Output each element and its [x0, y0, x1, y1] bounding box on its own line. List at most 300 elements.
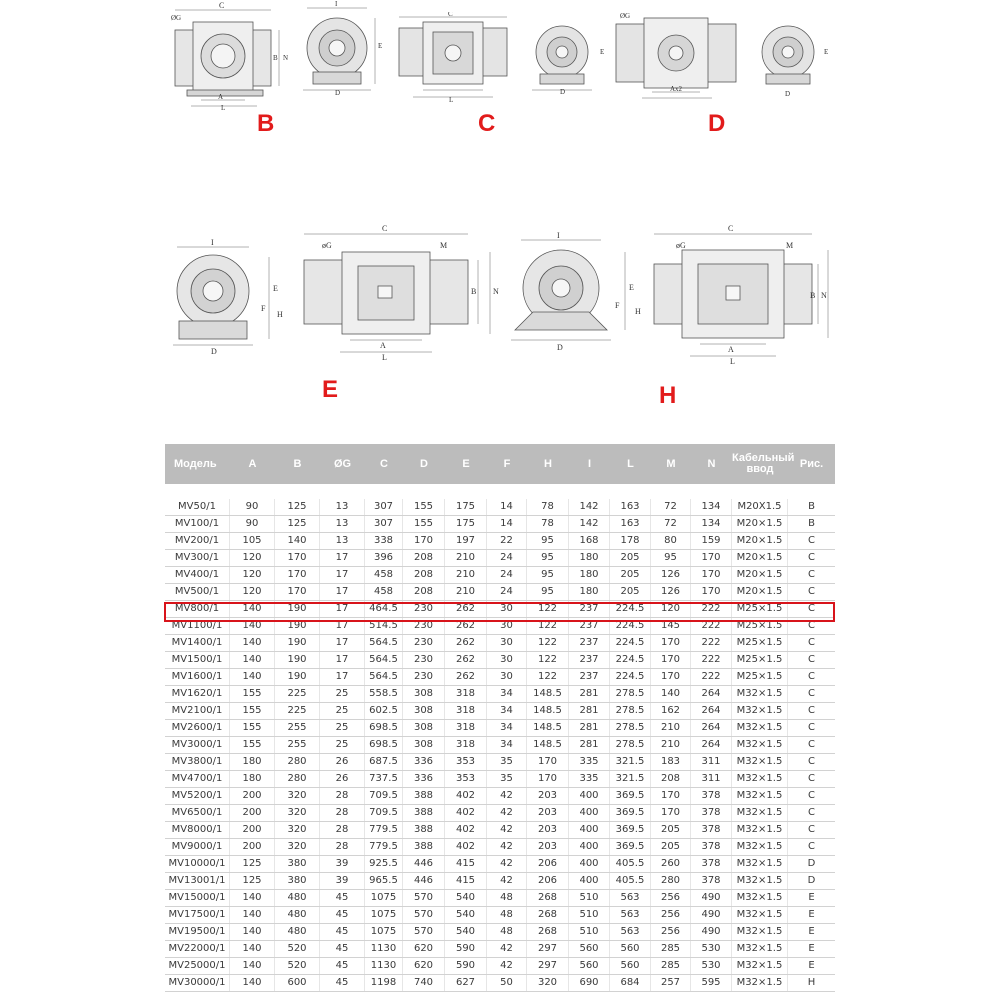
table-cell: 45: [320, 890, 365, 906]
drawing-b-side-view: [165, 0, 290, 110]
table-cell: 480: [275, 924, 320, 940]
table-cell: 563: [610, 907, 651, 923]
table-cell: E: [808, 943, 815, 954]
table-row: [165, 788, 835, 805]
table-cell: 400: [569, 873, 610, 889]
dim-label-h: H: [635, 307, 641, 316]
table-cell: 180: [230, 771, 275, 787]
table-cell: MV1500/1: [165, 652, 230, 668]
table-cell: 264: [691, 737, 732, 753]
header-c: C: [380, 457, 388, 470]
table-cell: 278.5: [610, 686, 651, 702]
table-cell: C: [808, 552, 815, 563]
table-cell: 13: [320, 516, 365, 532]
table-cell: 307: [365, 499, 403, 515]
table-cell: 564.5: [365, 652, 403, 668]
table-cell: MV300/1: [165, 550, 230, 566]
table-cell: 237: [569, 601, 610, 617]
table-cell: 400: [569, 822, 610, 838]
table-row: [165, 873, 835, 890]
table-cell: 687.5: [365, 754, 403, 770]
table-cell: 446: [403, 856, 445, 872]
table-cell: 30: [487, 669, 527, 685]
dim-label-a: A: [380, 341, 386, 350]
table-cell: 480: [275, 890, 320, 906]
table-cell: 30: [487, 635, 527, 651]
dim-label-d: D: [335, 89, 341, 95]
figure-label-c: C: [478, 110, 496, 137]
table-cell: 318: [445, 686, 487, 702]
table-cell: MV3000/1: [165, 737, 230, 753]
table-cell: 709.5: [365, 805, 403, 821]
table-cell: 405.5: [610, 856, 651, 872]
table-cell: MV50/1: [165, 499, 230, 515]
table-cell: 206: [527, 873, 569, 889]
table-cell: B: [808, 501, 815, 512]
table-cell: 925.5: [365, 856, 403, 872]
table-cell: 446: [403, 873, 445, 889]
table-row: [165, 975, 835, 992]
table-cell: 779.5: [365, 839, 403, 855]
table-cell: 563: [610, 924, 651, 940]
figure-label-b: B: [257, 110, 275, 137]
table-cell: 22: [487, 533, 527, 549]
drawing-d-front-view: [748, 12, 833, 97]
table-cell: 230: [403, 635, 445, 651]
table-cell: 30: [487, 618, 527, 634]
table-cell: 14: [487, 499, 527, 515]
table-row: [165, 924, 835, 941]
drawing-h-side-view: [652, 220, 832, 365]
table-cell: 163: [610, 516, 651, 532]
header-b: B: [293, 457, 302, 470]
table-cell: 490: [691, 907, 732, 923]
table-cell: MV5200/1: [165, 788, 230, 804]
table-cell: 1130: [365, 958, 403, 974]
table-row: [165, 720, 835, 737]
dim-label-l: L: [730, 357, 735, 365]
table-cell: 170: [691, 567, 732, 583]
table-cell: 163: [610, 499, 651, 515]
table-cell: 140: [230, 669, 275, 685]
table-cell: 560: [610, 941, 651, 957]
table-cell: 464.5: [365, 601, 403, 617]
table-cell: M32×1.5: [732, 737, 788, 753]
table-cell: C: [808, 586, 815, 597]
table-cell: 140: [230, 975, 275, 991]
table-cell: M32×1.5: [732, 703, 788, 719]
table-cell: M32×1.5: [732, 720, 788, 736]
table-cell: 170: [651, 635, 691, 651]
table-cell: 208: [651, 771, 691, 787]
dim-label-i: I: [211, 238, 214, 247]
table-cell: 307: [365, 516, 403, 532]
table-cell: 308: [403, 703, 445, 719]
table-cell: 415: [445, 873, 487, 889]
table-row: [165, 669, 835, 686]
table-cell: 26: [320, 754, 365, 770]
table-cell: 308: [403, 720, 445, 736]
table-cell: 237: [569, 652, 610, 668]
dim-label-b: B: [810, 291, 816, 300]
dim-label-c: C: [219, 1, 225, 10]
table-cell: 17: [320, 635, 365, 651]
table-cell: 278.5: [610, 737, 651, 753]
table-row: [165, 856, 835, 873]
table-cell: MV500/1: [165, 584, 230, 600]
table-cell: 230: [403, 669, 445, 685]
table-cell: M32×1.5: [732, 873, 788, 889]
table-cell: C: [808, 756, 815, 767]
table-cell: 80: [651, 533, 691, 549]
header-i: I: [587, 457, 592, 470]
table-cell: MV1400/1: [165, 635, 230, 651]
table-cell: 24: [487, 584, 527, 600]
dim-label-g: øG: [322, 241, 332, 250]
table-cell: 335: [569, 771, 610, 787]
table-row: [165, 839, 835, 856]
table-cell: 190: [275, 669, 320, 685]
table-cell: 155: [230, 703, 275, 719]
table-cell: 210: [445, 550, 487, 566]
table-cell: M20×1.5: [732, 550, 788, 566]
table-body: [165, 499, 835, 992]
table-cell: MV6500/1: [165, 805, 230, 821]
table-cell: 388: [403, 788, 445, 804]
table-cell: 281: [569, 737, 610, 753]
table-cell: M32×1.5: [732, 975, 788, 991]
figure-label-d: D: [708, 110, 726, 137]
table-cell: 224.5: [610, 669, 651, 685]
table-cell: 190: [275, 635, 320, 651]
table-cell: 779.5: [365, 822, 403, 838]
table-cell: 237: [569, 618, 610, 634]
table-cell: 17: [320, 584, 365, 600]
table-cell: D: [807, 875, 816, 886]
table-cell: C: [808, 535, 815, 546]
drawing-d-side-view: [612, 10, 742, 100]
table-cell: 369.5: [610, 839, 651, 855]
table-cell: 570: [403, 907, 445, 923]
table-cell: 558.5: [365, 686, 403, 702]
table-cell: 42: [487, 958, 527, 974]
table-cell: 170: [527, 771, 569, 787]
table-cell: 42: [487, 856, 527, 872]
table-cell: 200: [230, 839, 275, 855]
table-cell: 264: [691, 720, 732, 736]
table-cell: 168: [569, 533, 610, 549]
table-cell: 388: [403, 805, 445, 821]
table-cell: 175: [445, 516, 487, 532]
table-cell: 405.5: [610, 873, 651, 889]
table-cell: 570: [403, 924, 445, 940]
table-cell: 170: [651, 652, 691, 668]
table-cell: 126: [651, 567, 691, 583]
table-cell: 318: [445, 720, 487, 736]
table-cell: 159: [691, 533, 732, 549]
table-cell: 122: [527, 669, 569, 685]
table-row: [165, 737, 835, 754]
table-cell: 564.5: [365, 669, 403, 685]
table-cell: 510: [569, 907, 610, 923]
table-cell: M20X1.5: [732, 499, 788, 515]
table-cell: 42: [487, 941, 527, 957]
table-cell: 602.5: [365, 703, 403, 719]
table-cell: 140: [230, 652, 275, 668]
table-cell: 490: [691, 924, 732, 940]
header-model: Модель: [174, 457, 217, 470]
table-row: [165, 941, 835, 958]
table-cell: 297: [527, 941, 569, 957]
table-cell: 318: [445, 737, 487, 753]
table-cell: 255: [275, 720, 320, 736]
highlighted-row-frame: [164, 602, 835, 622]
table-cell: 203: [527, 822, 569, 838]
table-cell: 28: [320, 822, 365, 838]
table-cell: 25: [320, 737, 365, 753]
table-cell: 170: [527, 754, 569, 770]
table-cell: 237: [569, 635, 610, 651]
table-cell: C: [808, 722, 815, 733]
table-cell: 222: [691, 652, 732, 668]
table-cell: C: [808, 807, 815, 818]
table-cell: 95: [527, 584, 569, 600]
table-cell: 320: [275, 805, 320, 821]
table-cell: 210: [651, 737, 691, 753]
table-cell: 208: [403, 584, 445, 600]
table-cell: 122: [527, 601, 569, 617]
table-cell: 1130: [365, 941, 403, 957]
dim-label-f: F: [261, 304, 266, 313]
table-cell: 264: [691, 686, 732, 702]
table-cell: M32×1.5: [732, 890, 788, 906]
table-cell: M32×1.5: [732, 941, 788, 957]
dim-label-g: øG: [676, 241, 686, 250]
table-cell: 42: [487, 805, 527, 821]
table-cell: 262: [445, 652, 487, 668]
table-row: [165, 550, 835, 567]
table-cell: 180: [569, 567, 610, 583]
dim-label-ax2: Ax2: [670, 85, 683, 93]
table-cell: 684: [610, 975, 651, 991]
table-cell: 140: [230, 618, 275, 634]
table-cell: 378: [691, 805, 732, 821]
table-cell: 369.5: [610, 822, 651, 838]
table-cell: 120: [230, 567, 275, 583]
table-cell: 72: [651, 516, 691, 532]
table-cell: 255: [275, 737, 320, 753]
table-cell: M32×1.5: [732, 958, 788, 974]
table-cell: M32×1.5: [732, 856, 788, 872]
table-cell: C: [808, 739, 815, 750]
table-cell: MV10000/1: [165, 856, 230, 872]
table-row: [165, 499, 835, 516]
dim-label-d: D: [560, 88, 566, 94]
table-cell: 205: [610, 584, 651, 600]
table-cell: 281: [569, 703, 610, 719]
table-cell: 95: [527, 550, 569, 566]
table-cell: MV30000/1: [165, 975, 230, 991]
table-cell: 142: [569, 499, 610, 515]
table-cell: 224.5: [610, 635, 651, 651]
table-cell: 35: [487, 754, 527, 770]
header-m: M: [666, 457, 676, 470]
header-a: A: [248, 457, 257, 470]
table-cell: 170: [651, 788, 691, 804]
table-cell: 203: [527, 839, 569, 855]
table-cell: 190: [275, 652, 320, 668]
table-cell: 134: [691, 499, 732, 515]
table-cell: 480: [275, 907, 320, 923]
table-cell: C: [808, 637, 815, 648]
table-cell: 28: [320, 805, 365, 821]
dim-label-n: N: [821, 291, 827, 300]
table-cell: 170: [275, 584, 320, 600]
table-cell: 737.5: [365, 771, 403, 787]
header-e: E: [462, 457, 470, 470]
drawing-b-front-view: [295, 0, 385, 95]
table-cell: 530: [691, 958, 732, 974]
table-cell: 180: [569, 584, 610, 600]
table-cell: 13: [320, 499, 365, 515]
table-cell: 225: [275, 686, 320, 702]
table-cell: 965.5: [365, 873, 403, 889]
table-cell: 268: [527, 924, 569, 940]
table-cell: MV3800/1: [165, 754, 230, 770]
table-cell: 560: [610, 958, 651, 974]
table-cell: 42: [487, 873, 527, 889]
table-cell: 321.5: [610, 771, 651, 787]
table-cell: MV17500/1: [165, 907, 230, 923]
dim-label-f: F: [615, 301, 620, 310]
table-cell: MV2600/1: [165, 720, 230, 736]
table-cell: 155: [230, 720, 275, 736]
table-cell: H: [807, 977, 816, 988]
table-cell: 268: [527, 907, 569, 923]
table-row: [165, 958, 835, 975]
table-cell: 510: [569, 924, 610, 940]
table-cell: 560: [569, 958, 610, 974]
table-cell: 627: [445, 975, 487, 991]
table-cell: C: [808, 773, 815, 784]
table-cell: 203: [527, 788, 569, 804]
table-cell: 285: [651, 958, 691, 974]
table-cell: 17: [320, 567, 365, 583]
table-cell: 72: [651, 499, 691, 515]
table-cell: C: [808, 620, 815, 631]
table-cell: 25: [320, 720, 365, 736]
table-cell: 222: [691, 669, 732, 685]
table-cell: 28: [320, 788, 365, 804]
table-cell: 590: [445, 958, 487, 974]
table-cell: 540: [445, 924, 487, 940]
table-cell: 335: [569, 754, 610, 770]
table-cell: C: [808, 824, 815, 835]
table-cell: 180: [569, 550, 610, 566]
table-cell: 510: [569, 890, 610, 906]
table-cell: 45: [320, 907, 365, 923]
table-cell: 26: [320, 771, 365, 787]
table-cell: 378: [691, 873, 732, 889]
table-cell: 230: [403, 618, 445, 634]
table-cell: 120: [230, 550, 275, 566]
table-cell: 125: [230, 856, 275, 872]
table-cell: 39: [320, 856, 365, 872]
table-cell: 180: [230, 754, 275, 770]
table-cell: 320: [275, 822, 320, 838]
table-cell: 170: [275, 550, 320, 566]
table-cell: M25×1.5: [732, 669, 788, 685]
table-cell: C: [808, 671, 815, 682]
header-g: ØG: [333, 457, 352, 470]
table-cell: 388: [403, 839, 445, 855]
table-cell: 148.5: [527, 686, 569, 702]
table-cell: 140: [651, 686, 691, 702]
table-cell: 140: [230, 890, 275, 906]
table-cell: MV9000/1: [165, 839, 230, 855]
table-cell: 224.5: [610, 652, 651, 668]
drawing-h-front-view: [505, 228, 645, 353]
table-cell: M25×1.5: [732, 635, 788, 651]
dim-label-d: D: [785, 90, 791, 97]
table-cell: 48: [487, 907, 527, 923]
table-cell: 378: [691, 822, 732, 838]
table-row: [165, 754, 835, 771]
table-cell: 281: [569, 720, 610, 736]
table-cell: M20×1.5: [732, 567, 788, 583]
dim-label-e: E: [273, 284, 278, 293]
table-cell: 278.5: [610, 703, 651, 719]
table-cell: 45: [320, 924, 365, 940]
table-cell: 170: [651, 669, 691, 685]
table-cell: 78: [527, 499, 569, 515]
figure-label-e: E: [322, 376, 339, 403]
table-cell: M25×1.5: [732, 618, 788, 634]
table-cell: M32×1.5: [732, 822, 788, 838]
table-cell: 148.5: [527, 720, 569, 736]
table-cell: 178: [610, 533, 651, 549]
table-cell: 256: [651, 907, 691, 923]
table-cell: 338: [365, 533, 403, 549]
table-cell: M32×1.5: [732, 839, 788, 855]
dim-label-l: L: [449, 96, 454, 102]
table-cell: 336: [403, 771, 445, 787]
table-cell: 278.5: [610, 720, 651, 736]
table-cell: 17: [320, 601, 365, 617]
table-cell: M32×1.5: [732, 907, 788, 923]
table-cell: 237: [569, 669, 610, 685]
table-cell: 318: [445, 703, 487, 719]
drawing-e-front-view: [165, 235, 285, 355]
table-cell: 140: [230, 941, 275, 957]
table-cell: 530: [691, 941, 732, 957]
table-cell: 140: [230, 958, 275, 974]
table-row: [165, 771, 835, 788]
table-cell: E: [808, 892, 815, 903]
table-cell: 396: [365, 550, 403, 566]
table-cell: M32×1.5: [732, 788, 788, 804]
table-cell: 520: [275, 941, 320, 957]
table-cell: MV400/1: [165, 567, 230, 583]
table-cell: 48: [487, 924, 527, 940]
table-cell: M20×1.5: [732, 533, 788, 549]
table-cell: 24: [487, 567, 527, 583]
table-cell: M32×1.5: [732, 771, 788, 787]
dim-label-c: C: [728, 224, 734, 233]
table-cell: 1075: [365, 924, 403, 940]
table-cell: MV200/1: [165, 533, 230, 549]
table-cell: 34: [487, 703, 527, 719]
